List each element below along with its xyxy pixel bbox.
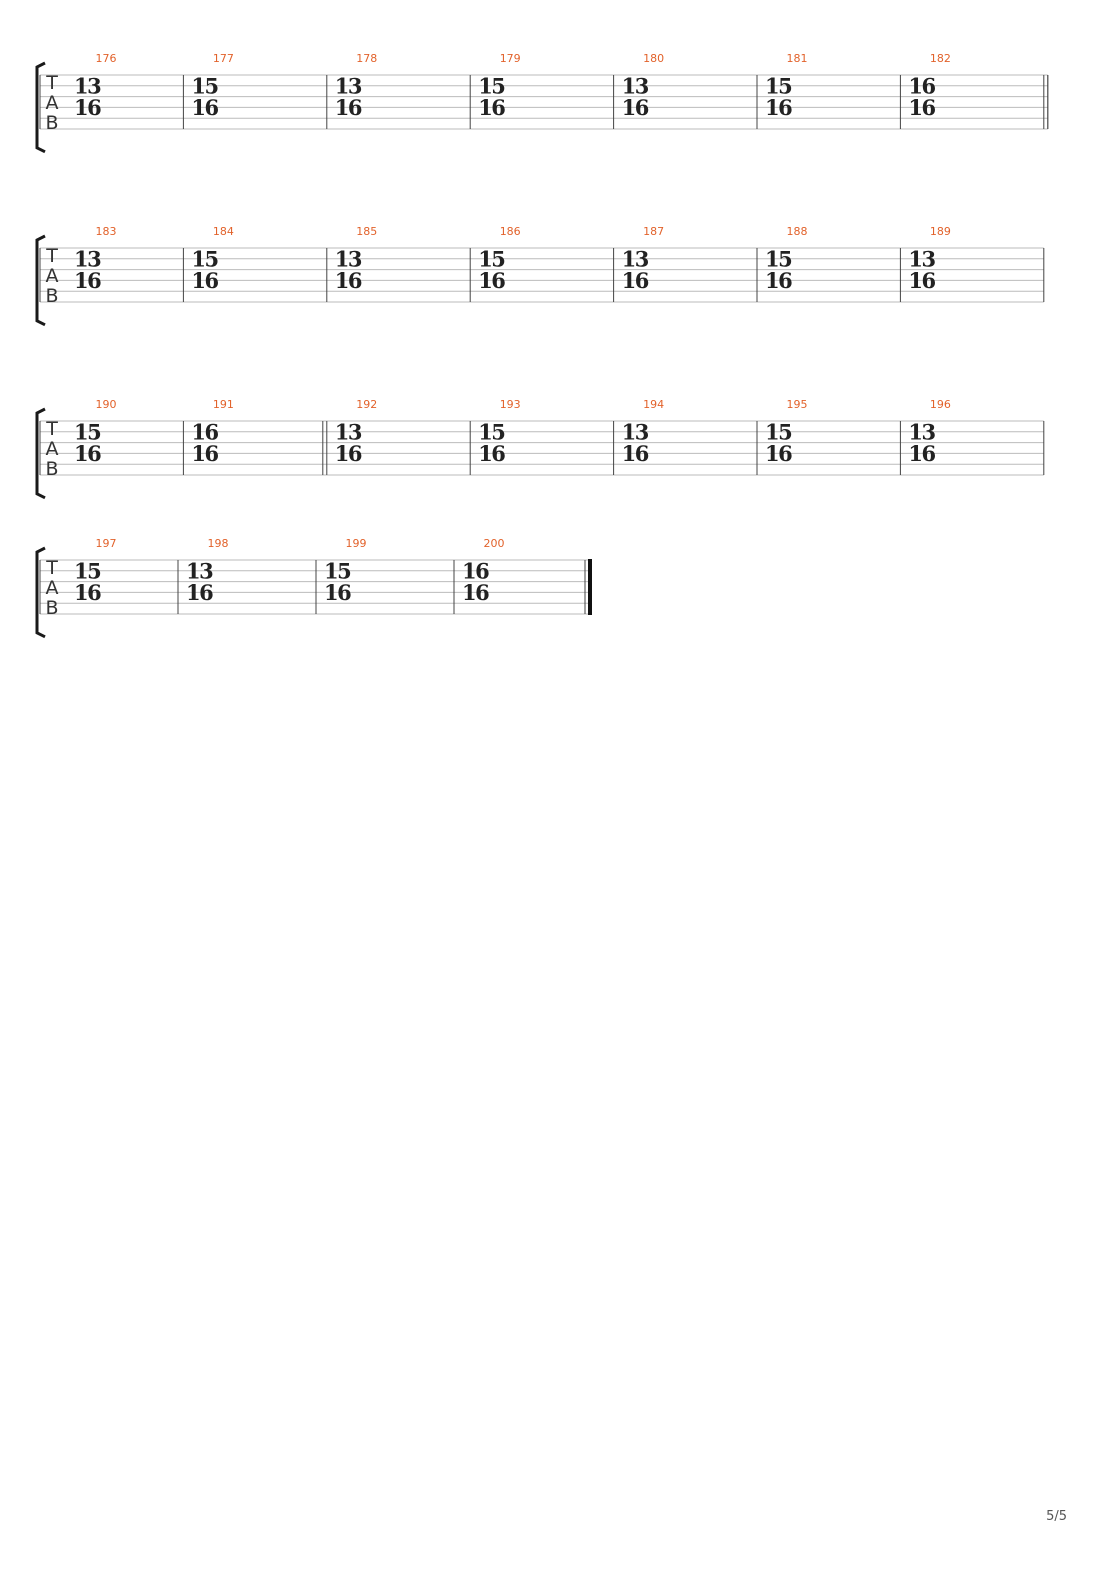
fret-number[interactable]: 16	[191, 267, 218, 293]
tab-system	[37, 537, 590, 637]
fret-number[interactable]: 16	[621, 267, 648, 293]
measure-number: 177	[212, 52, 234, 65]
measure-number: 190	[95, 398, 117, 411]
measure-number: 200	[483, 537, 505, 550]
tab-clef-letter-t: T	[46, 72, 58, 94]
fret-number[interactable]: 13	[621, 73, 648, 99]
fret-number[interactable]: 15	[191, 246, 218, 272]
tab-system	[37, 52, 1048, 152]
fret-number[interactable]: 16	[621, 440, 648, 466]
fret-number[interactable]: 16	[765, 267, 792, 293]
fret-number[interactable]: 16	[74, 440, 101, 466]
measure-number: 192	[356, 398, 378, 411]
fret-number[interactable]: 16	[186, 579, 213, 605]
measure-number: 184	[212, 225, 234, 238]
measure-number: 179	[499, 52, 521, 65]
fret-number[interactable]: 16	[621, 94, 648, 120]
measure-number: 189	[929, 225, 951, 238]
fret-number[interactable]: 16	[462, 558, 489, 584]
fret-number[interactable]: 16	[478, 440, 505, 466]
fret-number[interactable]: 13	[908, 419, 935, 445]
measure-number: 187	[643, 225, 665, 238]
fret-number[interactable]: 16	[908, 94, 935, 120]
fret-number[interactable]: 13	[334, 246, 362, 272]
fret-number[interactable]: 13	[186, 558, 213, 584]
fret-number[interactable]: 15	[765, 73, 792, 99]
fret-number[interactable]: 16	[334, 267, 362, 293]
measure-number: 182	[929, 52, 951, 65]
fret-number[interactable]: 16	[324, 579, 351, 605]
tab-clef-letter-t: T	[46, 557, 58, 579]
fret-number[interactable]: 13	[621, 246, 648, 272]
fret-number[interactable]: 16	[462, 579, 489, 605]
page-number: 5/5	[1046, 1509, 1067, 1524]
tab-clef-letter-a: A	[45, 577, 59, 599]
tab-clef-letter-t: T	[46, 245, 58, 267]
measure-number: 196	[929, 398, 951, 411]
fret-number[interactable]: 16	[765, 440, 792, 466]
tab-system	[37, 225, 1044, 325]
fret-number[interactable]: 16	[334, 94, 362, 120]
measure-number: 199	[345, 537, 367, 550]
measure-number: 191	[212, 398, 234, 411]
fret-number[interactable]: 15	[191, 73, 218, 99]
fret-number[interactable]: 15	[478, 419, 505, 445]
measure-number: 188	[786, 225, 808, 238]
fret-number[interactable]: 16	[191, 419, 218, 445]
fret-number[interactable]: 16	[74, 267, 101, 293]
fret-number[interactable]: 16	[478, 94, 505, 120]
measure-number: 178	[356, 52, 378, 65]
fret-number[interactable]: 15	[765, 246, 792, 272]
tab-clef-letter-b: B	[45, 458, 59, 480]
fret-number[interactable]: 13	[621, 419, 648, 445]
measure-number: 198	[207, 537, 229, 550]
fret-number[interactable]: 15	[74, 558, 101, 584]
fret-number[interactable]: 15	[765, 419, 792, 445]
tab-clef-letter-a: A	[45, 92, 59, 114]
tab-system	[37, 398, 1044, 498]
fret-number[interactable]: 13	[74, 73, 101, 99]
measure-number: 197	[95, 537, 117, 550]
tab-clef-letter-b: B	[45, 285, 59, 307]
fret-number[interactable]: 16	[191, 440, 218, 466]
fret-number[interactable]: 16	[765, 94, 792, 120]
tab-clef-letter-a: A	[45, 438, 59, 460]
measure-number: 183	[95, 225, 117, 238]
fret-number[interactable]: 16	[334, 440, 362, 466]
measure-number: 194	[643, 398, 665, 411]
tab-clef-letter-b: B	[45, 597, 59, 619]
fret-number[interactable]: 16	[478, 267, 505, 293]
fret-number[interactable]: 16	[908, 73, 935, 99]
fret-number[interactable]: 13	[334, 419, 362, 445]
fret-number[interactable]: 16	[74, 579, 101, 605]
tab-clef-letter-t: T	[46, 418, 58, 440]
measure-number: 185	[356, 225, 378, 238]
fret-number[interactable]: 16	[908, 267, 935, 293]
measure-number: 186	[499, 225, 521, 238]
fret-number[interactable]: 15	[478, 246, 505, 272]
tab-clef-letter-b: B	[45, 112, 59, 134]
measure-number: 180	[643, 52, 665, 65]
measure-number: 181	[786, 52, 808, 65]
fret-number[interactable]: 13	[334, 73, 362, 99]
fret-number[interactable]: 16	[74, 94, 101, 120]
fret-number[interactable]: 15	[74, 419, 101, 445]
fret-number[interactable]: 16	[191, 94, 218, 120]
fret-number[interactable]: 16	[908, 440, 935, 466]
fret-number[interactable]: 13	[74, 246, 101, 272]
fret-number[interactable]: 13	[908, 246, 935, 272]
fret-number[interactable]: 15	[478, 73, 505, 99]
measure-number: 195	[786, 398, 808, 411]
tab-clef-letter-a: A	[45, 265, 59, 287]
fret-number[interactable]: 15	[324, 558, 351, 584]
measure-number: 176	[95, 52, 117, 65]
measure-number: 193	[499, 398, 521, 411]
